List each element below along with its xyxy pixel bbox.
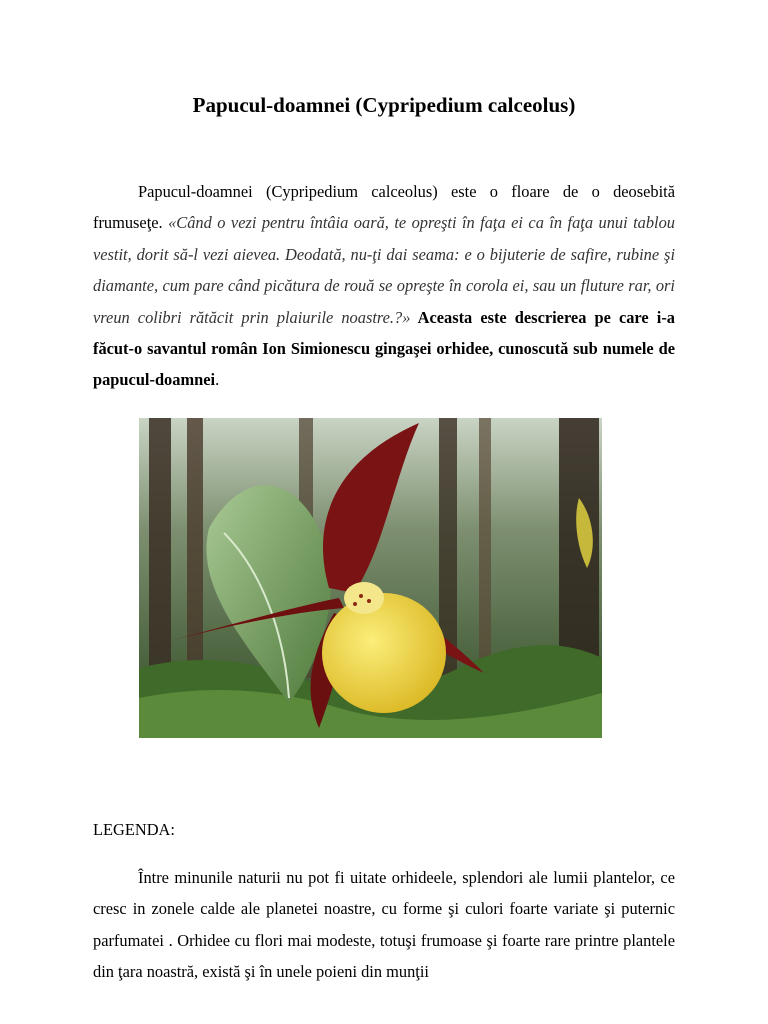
page-title: Papucul-doamnei (Cypripedium calceolus) [192,93,576,117]
legend-text: Între minunile naturii nu pot fi uitate orhideele, splendori ale lumii plantelor, ce cresc in zonele calde ale planetei noastre, cu forme şi culori foarte variate şi puternic parfumatei . Orhidee cu flori mai modeste, totuşi frumoase şi foarte rare printre plantele din ţara noastră, există şi în unele poieni din munţii [93,868,675,982]
legend-paragraph [93,862,675,988]
intro-closing: Aceasta este descrierea pe care i-a făcut-o savantul român Ion Simionescu gingaşei orhidee, cunoscută sub numele de papucul-doamnei [93,307,675,390]
legend-heading: LEGENDA: [93,820,175,839]
intro-quote: «Când o vezi pentru întâia oară, te opreşti în faţa ei ca în faţa unui tablou vestit, dorit să-l vezi aievea. Deodată, nu-ţi dai seama: e o bijuterie de safire, rubine şi diamante, cum pare când picătura de rouă se opreşte în corola ei, sau un fluture rar, ori vreun colibri rătăcit prin plaiurile noastre.?» [93,213,675,327]
orchid-photo [139,418,602,738]
intro-period: . [215,370,220,390]
orchid-illustration [139,418,602,738]
intro-lead: Papucul-doamnei (Cypripedium calceolus) este o floare de o deosebită frumuseţe. [93,182,675,233]
intro-paragraph [93,176,675,396]
